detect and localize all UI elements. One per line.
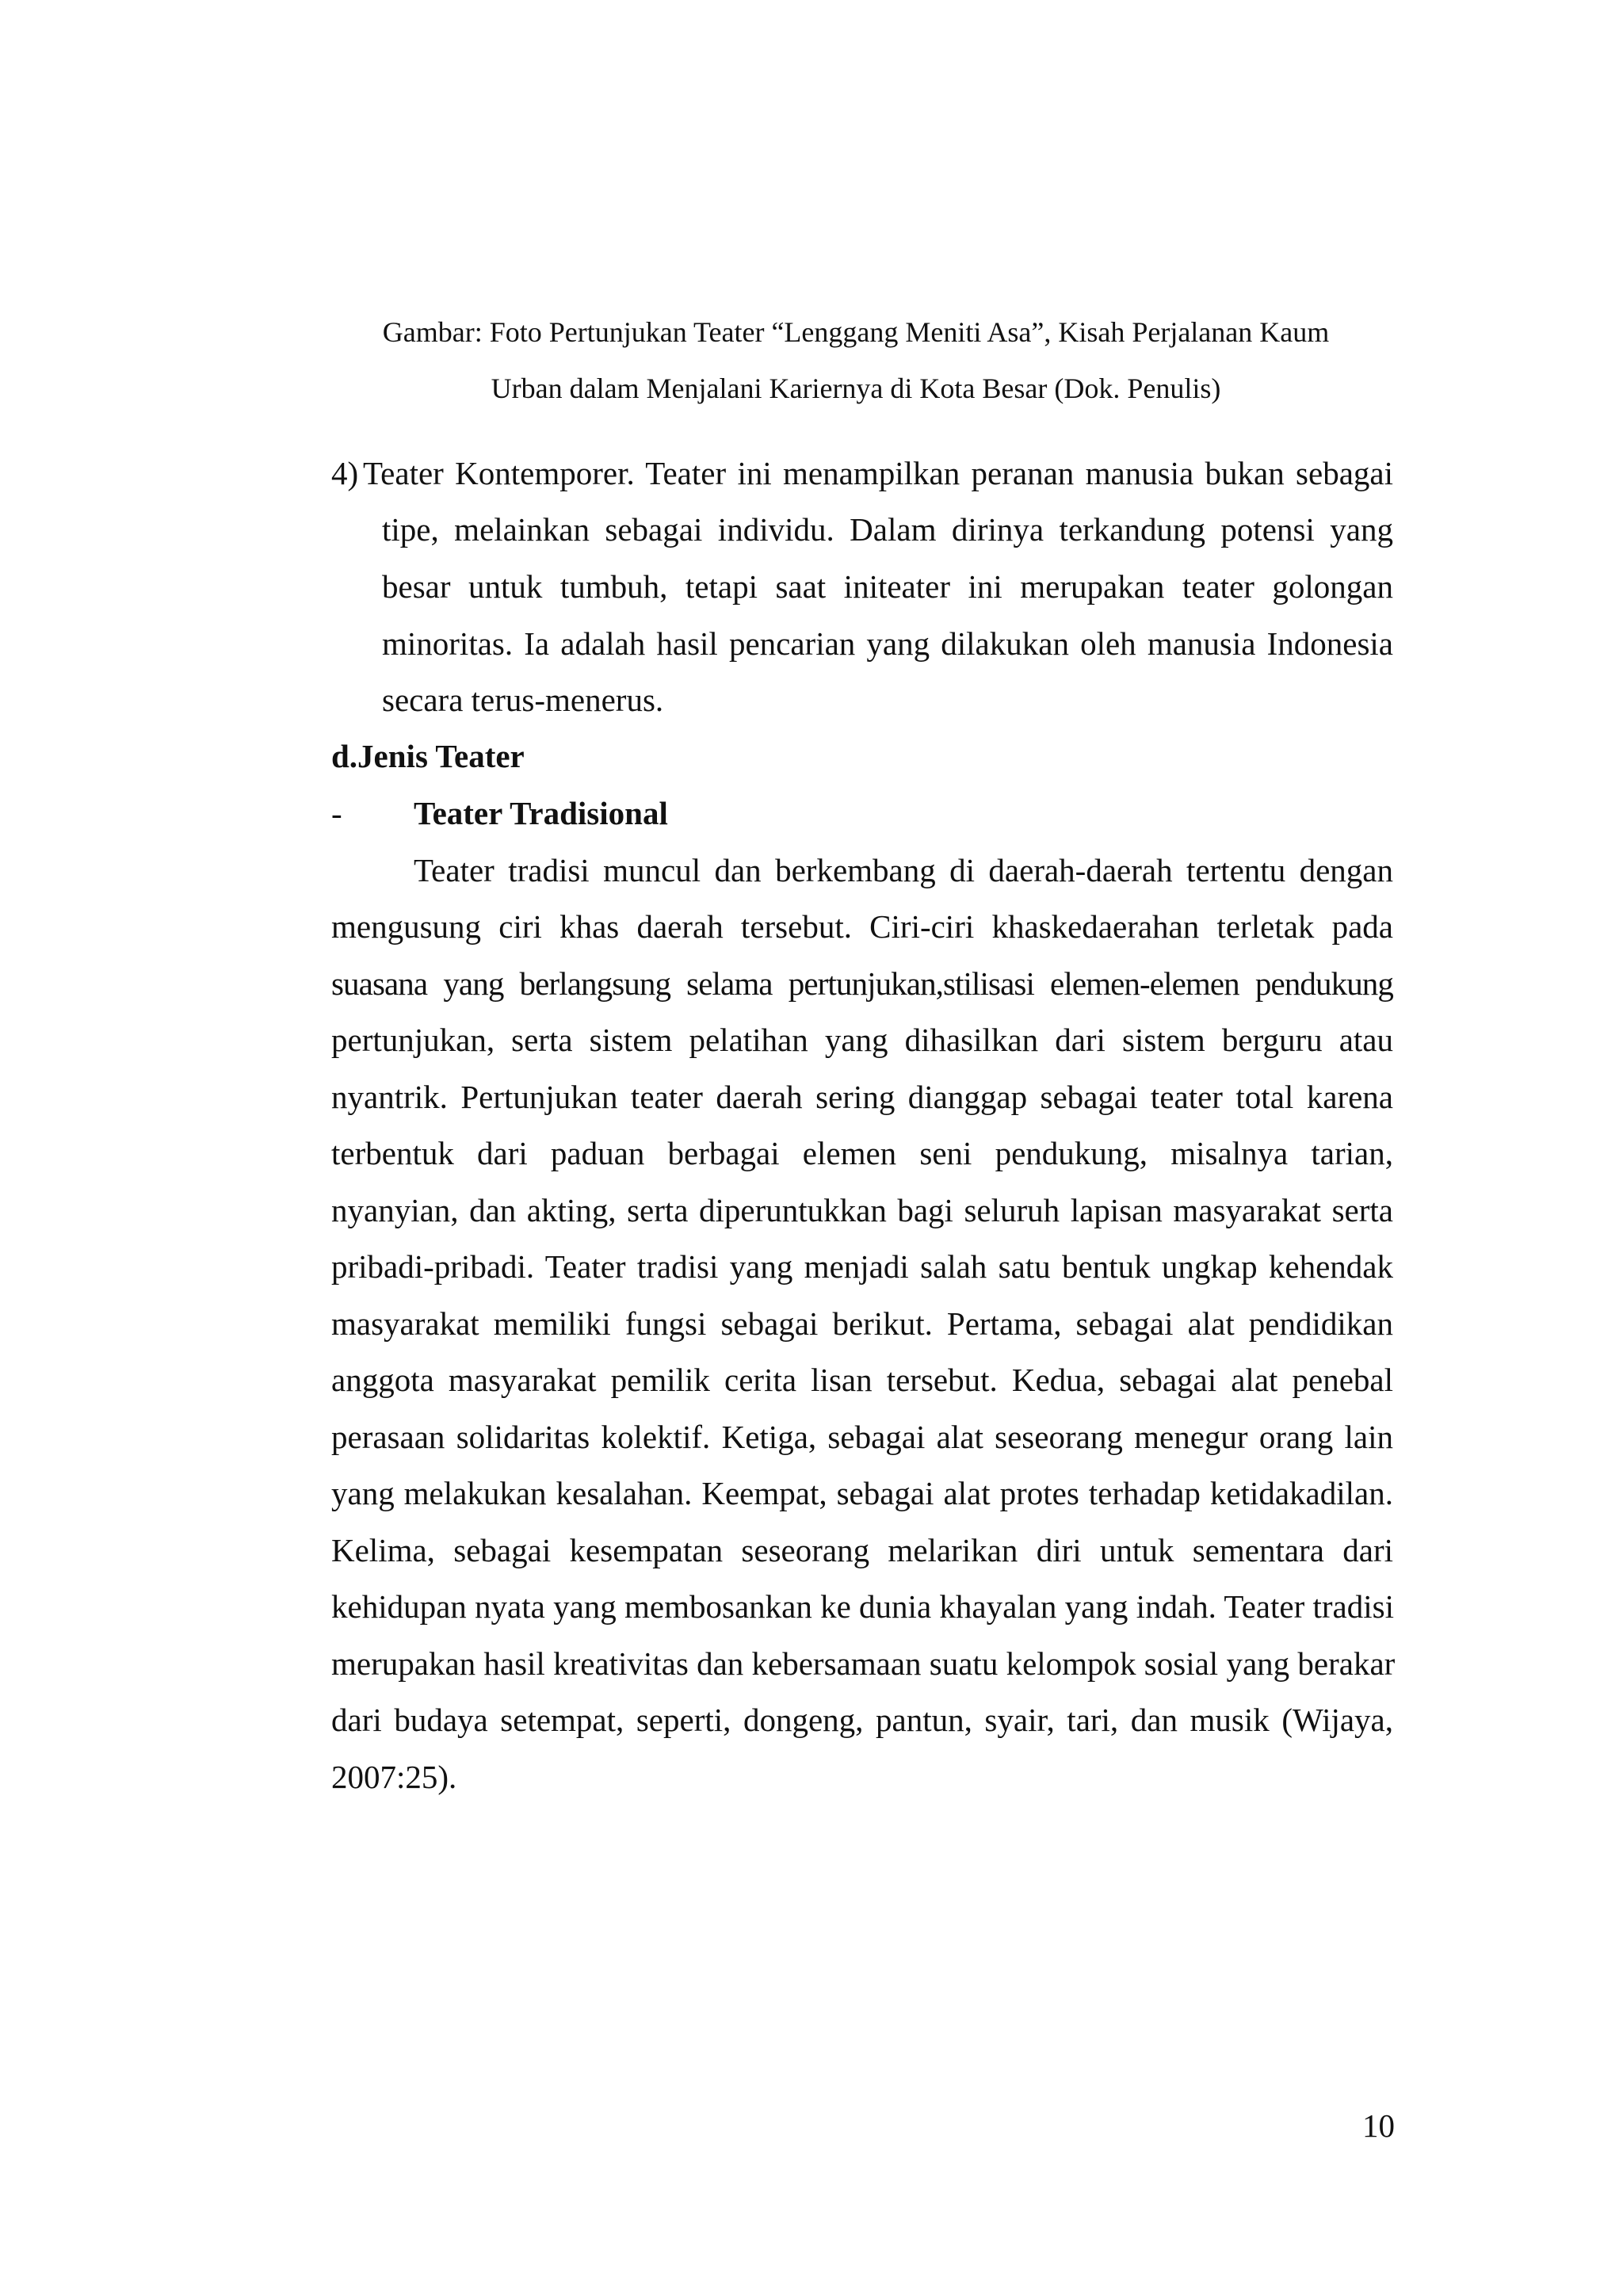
list-item-line: secara terus-menerus. xyxy=(382,682,664,718)
list-item-line: Teater Kontemporer. Teater ini menampilkan peranan manusia bukan sebagai xyxy=(363,455,1393,491)
list-item-line: besar untuk tumbuh, tetapi saat initeater ini merupakan teater golongan xyxy=(382,568,1393,605)
subheading-bullet: - xyxy=(331,795,342,831)
section-heading: d.Jenis Teater xyxy=(331,738,525,774)
caption-line-1: Gambar: Foto Pertunjukan Teater “Lenggang Meniti Asa”, Kisah Perjalanan Kaum xyxy=(382,316,1330,348)
paragraph-line: nyanyian, dan akting, serta diperuntukkan bagi seluruh lapisan masyarakat serta xyxy=(331,1192,1393,1228)
list-item-number: 4) xyxy=(331,455,359,491)
caption-line-2: Urban dalam Menjalani Kariernya di Kota Besar (Dok. Penulis) xyxy=(491,372,1221,404)
paragraph-line: Kelima, sebagai kesempatan seseorang melarikan diri untuk sementara dari xyxy=(331,1532,1393,1568)
paragraph-line: 2007:25). xyxy=(331,1759,457,1795)
list-item-line: minoritas. Ia adalah hasil pencarian yang dilakukan oleh manusia Indonesia xyxy=(382,625,1393,662)
paragraph-line: anggota masyarakat pemilik cerita lisan tersebut. Kedua, sebagai alat penebal xyxy=(331,1362,1393,1398)
subheading-label: Teater Tradisional xyxy=(414,795,668,831)
paragraph-line: pertunjukan, serta sistem pelatihan yang dihasilkan dari sistem berguru atau xyxy=(331,1022,1393,1058)
list-item-line: tipe, melainkan sebagai individu. Dalam dirinya terkandung potensi yang xyxy=(382,511,1393,548)
paragraph-line: masyarakat memiliki fungsi sebagai berikut. Pertama, sebagai alat pendidikan xyxy=(331,1305,1393,1342)
paragraph-line: perasaan solidaritas kolektif. Ketiga, sebagai alat seseorang menegur orang lain xyxy=(331,1419,1393,1455)
paragraph-line: yang melakukan kesalahan. Keempat, sebagai alat protes terhadap ketidakadilan. xyxy=(331,1475,1393,1511)
page-number: 10 xyxy=(1362,2107,1395,2144)
paragraph-line: kehidupan nyata yang membosankan ke dunia khayalan yang indah. Teater tradisi xyxy=(331,1588,1394,1625)
paragraph-line: suasana yang berlangsung selama pertunjukan,stilisasi elemen-elemen pendukung xyxy=(331,965,1393,1002)
paragraph-line: Teater tradisi muncul dan berkembang di daerah-daerah tertentu dengan xyxy=(414,852,1393,888)
paragraph-line: dari budaya setempat, seperti, dongeng, pantun, syair, tari, dan musik (Wijaya, xyxy=(331,1702,1393,1738)
paragraph-line: mengusung ciri khas daerah tersebut. Ciri-ciri khaskedaerahan terletak pada xyxy=(331,908,1393,945)
paragraph-line: nyantrik. Pertunjukan teater daerah sering dianggap sebagai teater total karena xyxy=(331,1079,1393,1115)
figure-caption xyxy=(333,304,1379,417)
paragraph-line: pribadi-pribadi. Teater tradisi yang menjadi salah satu bentuk ungkap kehendak xyxy=(331,1248,1393,1285)
paragraph-line: terbentuk dari paduan berbagai elemen seni pendukung, misalnya tarian, xyxy=(331,1135,1393,1171)
paragraph-line: merupakan hasil kreativitas dan kebersamaan suatu kelompok sosial yang berakar xyxy=(331,1645,1396,1682)
